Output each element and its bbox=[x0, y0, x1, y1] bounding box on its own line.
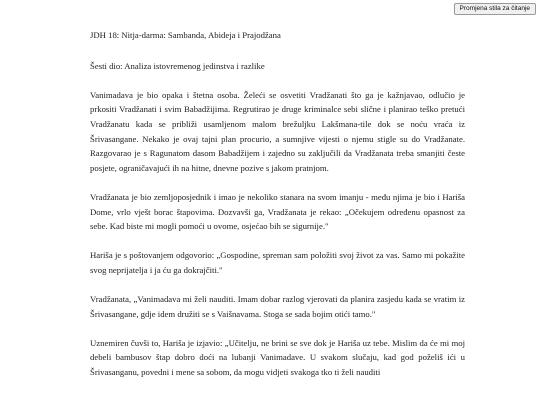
reading-style-button[interactable]: Promjena stila za čitanje bbox=[454, 3, 536, 15]
paragraph: Hariša je s poštovanjem odgovorio: „Gospodine, spreman sam položiti svoj život za vas. Samo mi pokažite svog neprijatelja i ja ću ga dokrajčiti." bbox=[90, 250, 465, 275]
paragraph: Vradžanata je bio zemljoposjednik i imao je nekoliko stanara na svom imanju - među njima je bio i Hariša Dome, vrlo vješt borac štapovima. Dozvavši ga, Vradžanata je rekao: „Očekujem određenu opasnost za sebe. Kad biste mi mogli pomoći u ovome, osjećao bih se sigurnije." bbox=[90, 191, 465, 232]
paragraph: Uznemiren čuvši to, Hariša je izjavio: „Učitelju, ne brini se sve dok je Hariša uz tebe. Mislim da će mi moj debeli bambusov štap dobro doći na lubanji Vanimadave. U svakom slučaju, kad god poželiš ići u Šrivasanganu, povedni i mene sa sobom, da mogu vidjeti svakoga tko ti želi nauditi bbox=[90, 337, 465, 378]
article-body bbox=[90, 28, 465, 394]
article-subtitle: Šesti dio: Analiza istovremenog jedinstva i razlike bbox=[90, 60, 265, 71]
paragraph: Vanimadava je bio opaka i štetna osoba. Želeći se osvetiti Vradžanati što ga je kažnjavao, odlučio je prkositi Vradžanati i svim Babadžijima. Regrutirao je druge kriminalce sebi slične i planirao teško pretući Vradžanatu kada se približi usamljenom malom brežuljku Lakšmana-tile dok se noću vraća iz Šrivasangane. Nekako je ovaj tajni plan procurio, a sumnjive vijesti o njemu stigle su do Vradžanate. Razgovarao je s Ragunatom dasom Babadžijem i zajedno su zaključili da Vradžanata treba smanjiti česte posjete, ograničavajući ih na hitne, dnevne pozive s jakom pratnjom. bbox=[90, 89, 465, 173]
article-title: JDH 18: Nitja-darma: Sambanda, Abideja i Prajodžana bbox=[90, 30, 281, 40]
paragraph: Vradžanata, „Vanimadava mi želi nauditi. Imam dobar razlog vjerovati da planira zasjedu kada se vratim iz Šrivasangane, gdje idem družiti se s Vaišnavama. Stoga se sada bojim otići tamo." bbox=[90, 294, 465, 319]
